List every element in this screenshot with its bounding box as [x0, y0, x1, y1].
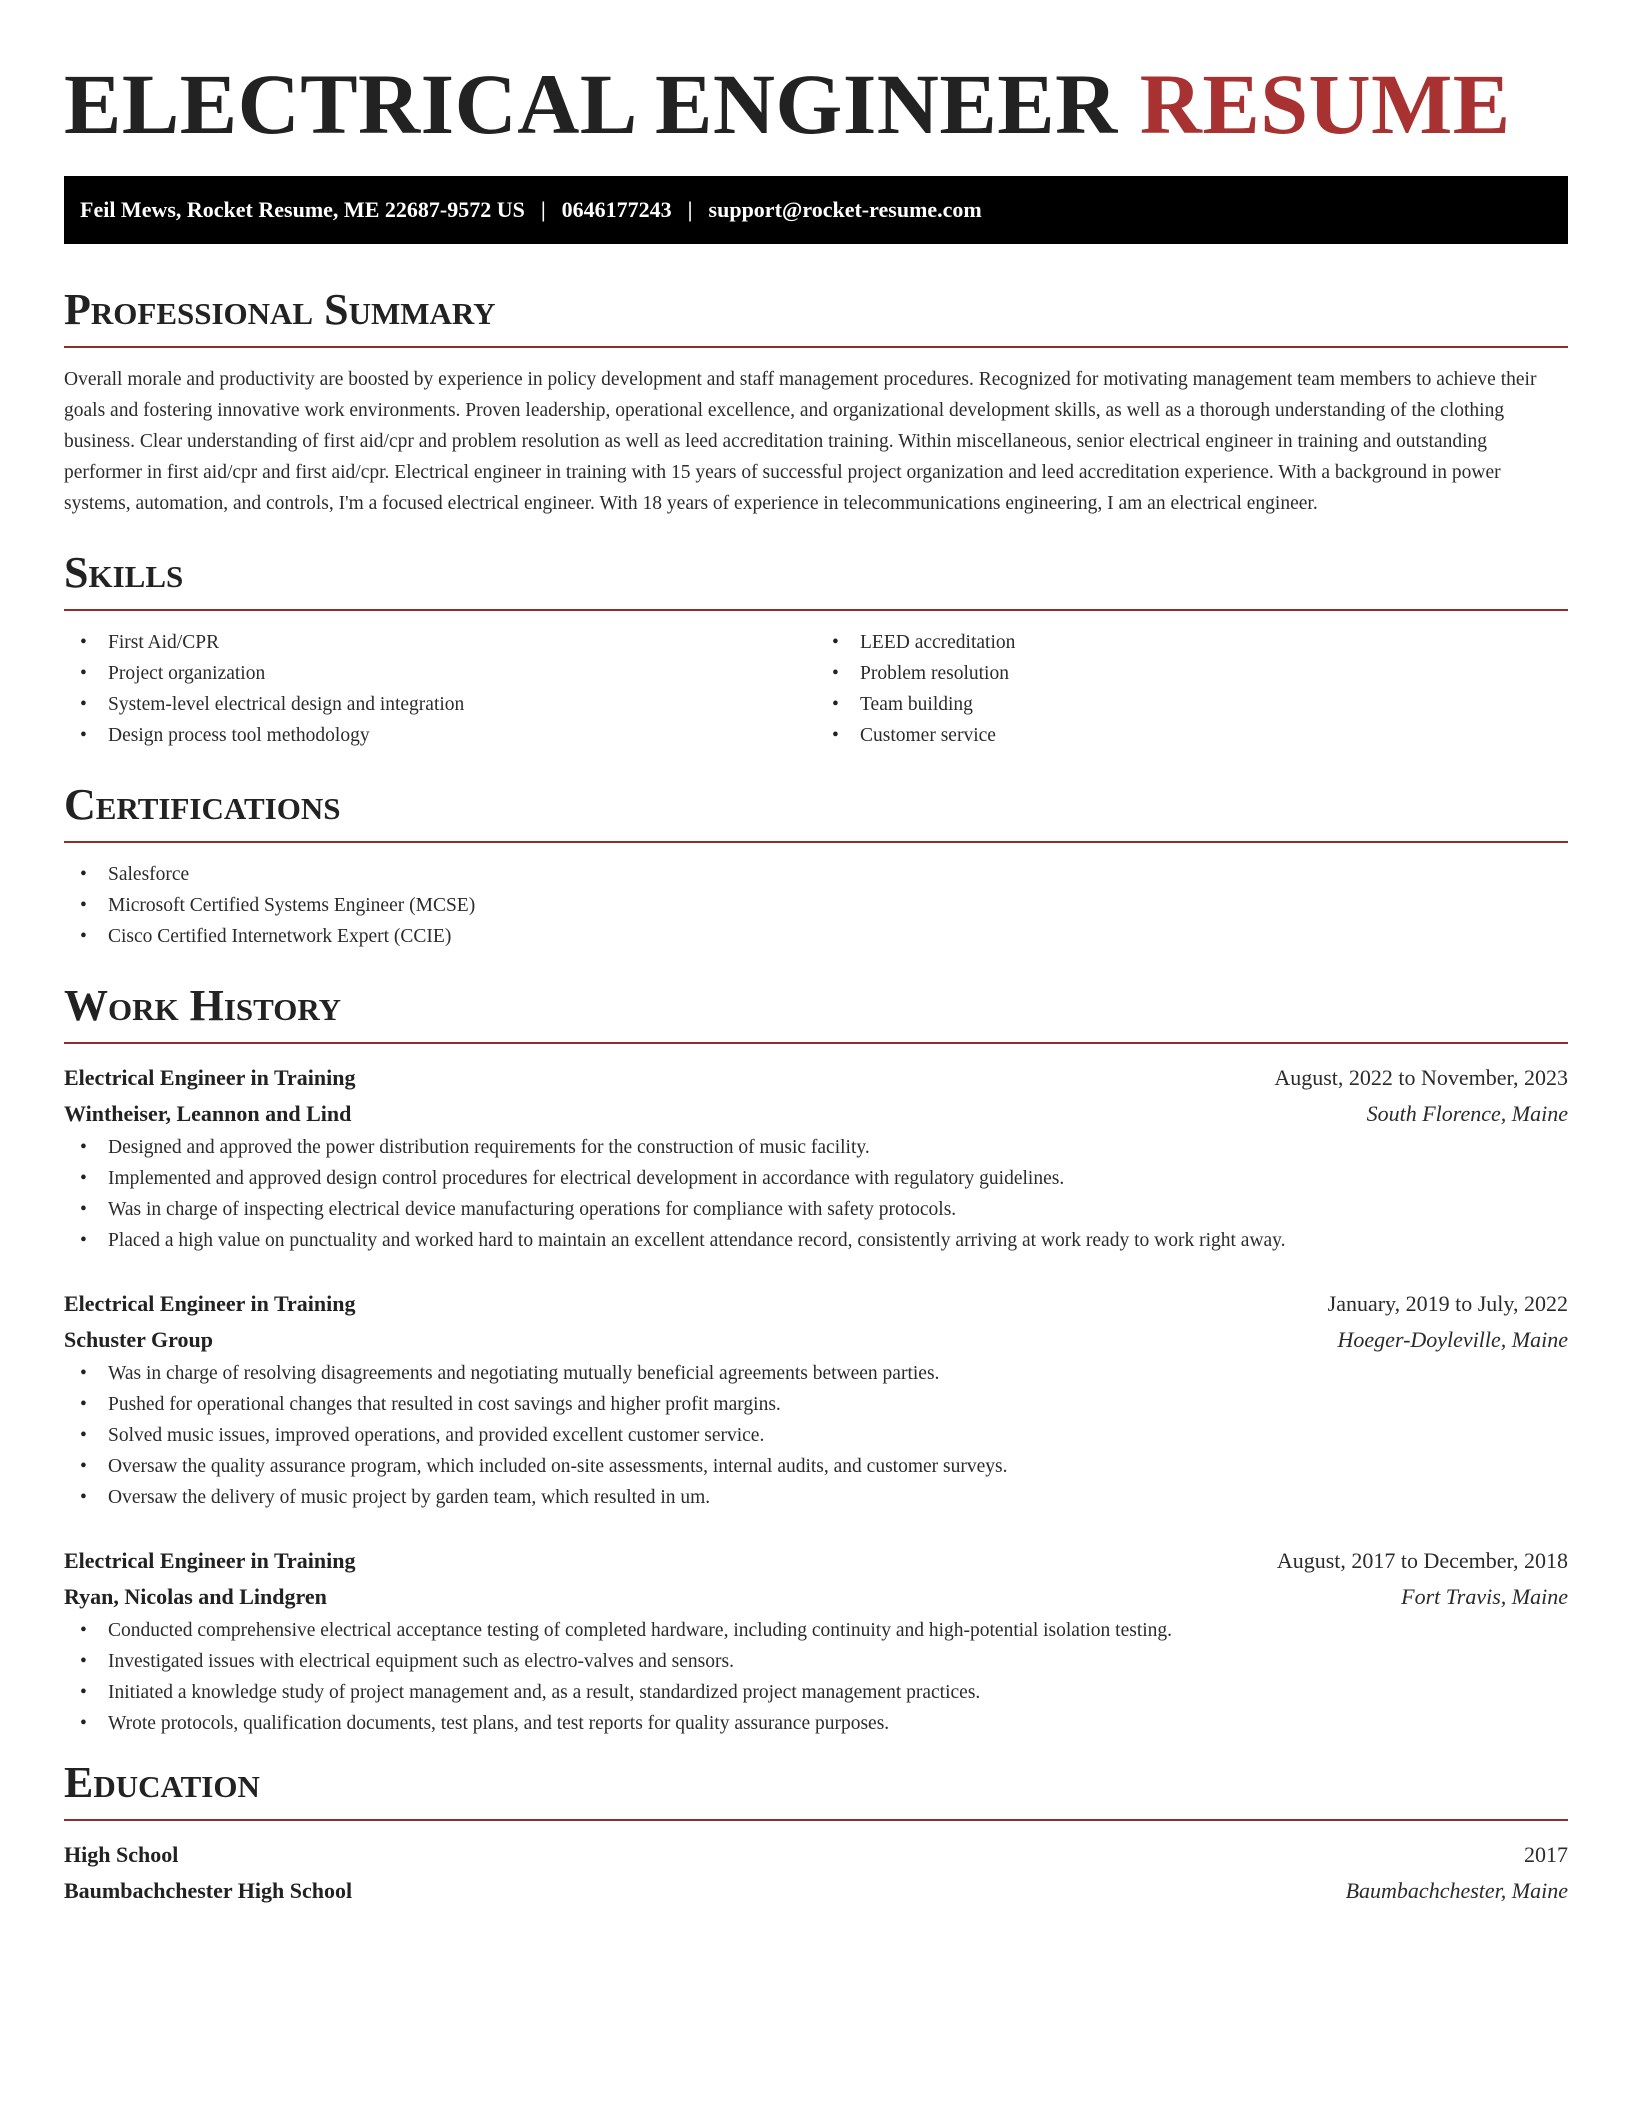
- education-degree: High School: [64, 1842, 179, 1867]
- skill-item: • Problem resolution: [816, 658, 1568, 689]
- job-company: Schuster Group: [64, 1327, 213, 1352]
- skill-item: • Project organization: [64, 658, 816, 689]
- education-section: [64, 1757, 1568, 1909]
- education-year: 2017: [1524, 1842, 1568, 1867]
- job-bullet: • Placed a high value on punctuality and worked hard to maintain an excellent attendance record, consistently arriving at work ready to work right away.: [64, 1225, 1568, 1256]
- contact-separator: |: [687, 197, 693, 222]
- section-divider: [64, 1042, 1568, 1044]
- education-school: Baumbachchester High School: [64, 1878, 353, 1903]
- job-subheader: [64, 1096, 1568, 1132]
- education-heading: Education: [64, 1758, 260, 1807]
- job-location: Hoeger-Doyleville, Maine: [1337, 1327, 1568, 1352]
- skill-item: • Design process tool methodology: [64, 720, 816, 751]
- certification-item: • Salesforce: [64, 859, 1568, 890]
- work-history-section: [64, 980, 1568, 1739]
- skill-item: • Team building: [816, 689, 1568, 720]
- skills-heading: Skills: [64, 548, 184, 597]
- skill-item: • System-level electrical design and integration: [64, 689, 816, 720]
- job-header: [64, 1286, 1568, 1322]
- job-bullet: • Oversaw the quality assurance program, which included on-site assessments, internal audits, and customer surveys.: [64, 1451, 1568, 1482]
- skill-item: • Customer service: [816, 720, 1568, 751]
- job-entry: [64, 1060, 1568, 1256]
- job-bullet: • Conducted comprehensive electrical acceptance testing of completed hardware, including continuity and high-potential isolation testing.: [64, 1615, 1568, 1646]
- job-title: Electrical Engineer in Training: [64, 1548, 356, 1573]
- job-entry: [64, 1543, 1568, 1739]
- job-bullet: • Initiated a knowledge study of project management and, as a result, standardized project management practices.: [64, 1677, 1568, 1708]
- job-company: Wintheiser, Leannon and Lind: [64, 1101, 352, 1126]
- job-location: South Florence, Maine: [1366, 1101, 1568, 1126]
- certifications-heading: Certifications: [64, 780, 341, 829]
- job-subheader: [64, 1322, 1568, 1358]
- section-divider: [64, 1819, 1568, 1821]
- certification-item: • Microsoft Certified Systems Engineer (MCSE): [64, 890, 1568, 921]
- summary-heading: Professional Summary: [64, 285, 496, 334]
- skills-list-left: [64, 627, 816, 751]
- job-location: Fort Travis, Maine: [1401, 1584, 1568, 1609]
- contact-bar: [64, 176, 1568, 244]
- title-accent: RESUME: [1139, 56, 1511, 152]
- contact-phone: 0646177243: [561, 197, 672, 222]
- job-bullet: • Investigated issues with electrical equipment such as electro-valves and sensors.: [64, 1646, 1568, 1677]
- work-history-heading: Work History: [64, 981, 342, 1030]
- job-bullets: [64, 1358, 1568, 1513]
- education-location: Baumbachchester, Maine: [1345, 1878, 1568, 1903]
- job-entry: [64, 1286, 1568, 1513]
- job-bullet: • Solved music issues, improved operations, and provided excellent customer service.: [64, 1420, 1568, 1451]
- education-subheader: [64, 1873, 1568, 1909]
- job-bullet: • Designed and approved the power distribution requirements for the construction of music facility.: [64, 1132, 1568, 1163]
- skill-item: • First Aid/CPR: [64, 627, 816, 658]
- job-header: [64, 1543, 1568, 1579]
- summary-text: Overall morale and productivity are boosted by experience in policy development and staff management procedures. Recognized for motivating management team members to achieve their goals and fostering innovative work environments. Proven leadership, operational excellence, and organizational development skills, as well as a thorough understanding of the clothing business. Clear understanding of first aid/cpr and problem resolution as well as leed accreditation training. Within miscellaneous, senior electrical engineer in training and outstanding performer in first aid/cpr and first aid/cpr. Electrical engineer in training with 15 years of successful project organization and leed accreditation experience. With a background in power systems, automation, and controls, I'm a focused electrical engineer. With 18 years of experience in telecommunications engineering, I am an electrical engineer.: [64, 369, 1537, 514]
- title-main: ELECTRICAL ENGINEER: [64, 56, 1118, 152]
- job-title: Electrical Engineer in Training: [64, 1065, 356, 1090]
- summary-section: [64, 284, 1568, 519]
- job-bullet: • Oversaw the delivery of music project by garden team, which resulted in um.: [64, 1482, 1568, 1513]
- job-bullets: [64, 1132, 1568, 1256]
- certifications-list: [64, 859, 1568, 952]
- job-bullet: • Wrote protocols, qualification documents, test plans, and test reports for quality assurance purposes.: [64, 1708, 1568, 1739]
- job-dates: August, 2017 to December, 2018: [1276, 1548, 1568, 1573]
- job-bullets: [64, 1615, 1568, 1739]
- section-divider: [64, 609, 1568, 611]
- certification-item: • Cisco Certified Internetwork Expert (CCIE): [64, 921, 1568, 952]
- job-bullet: • Was in charge of resolving disagreements and negotiating mutually beneficial agreements between parties.: [64, 1358, 1568, 1389]
- job-title: Electrical Engineer in Training: [64, 1291, 356, 1316]
- job-company: Ryan, Nicolas and Lindgren: [64, 1584, 327, 1609]
- skills-list-right: [816, 627, 1568, 751]
- contact-address: Feil Mews, Rocket Resume, ME 22687-9572 US: [80, 197, 525, 222]
- resume-title: [64, 56, 1568, 152]
- job-bullet: • Implemented and approved design control procedures for electrical development in accordance with regulatory guidelines.: [64, 1163, 1568, 1194]
- skills-grid: [64, 627, 1568, 751]
- job-dates: August, 2022 to November, 2023: [1274, 1065, 1568, 1090]
- job-bullet: • Pushed for operational changes that resulted in cost savings and higher profit margins.: [64, 1389, 1568, 1420]
- contact-email[interactable]: support@rocket-resume.com: [708, 197, 982, 222]
- education-header: [64, 1837, 1568, 1873]
- job-subheader: [64, 1579, 1568, 1615]
- job-dates: January, 2019 to July, 2022: [1327, 1291, 1568, 1316]
- certifications-section: [64, 779, 1568, 952]
- job-bullet: • Was in charge of inspecting electrical device manufacturing operations for compliance with safety protocols.: [64, 1194, 1568, 1225]
- job-header: [64, 1060, 1568, 1096]
- section-divider: [64, 841, 1568, 843]
- skill-item: • LEED accreditation: [816, 627, 1568, 658]
- skills-section: [64, 547, 1568, 751]
- section-divider: [64, 346, 1568, 348]
- contact-separator: |: [540, 197, 546, 222]
